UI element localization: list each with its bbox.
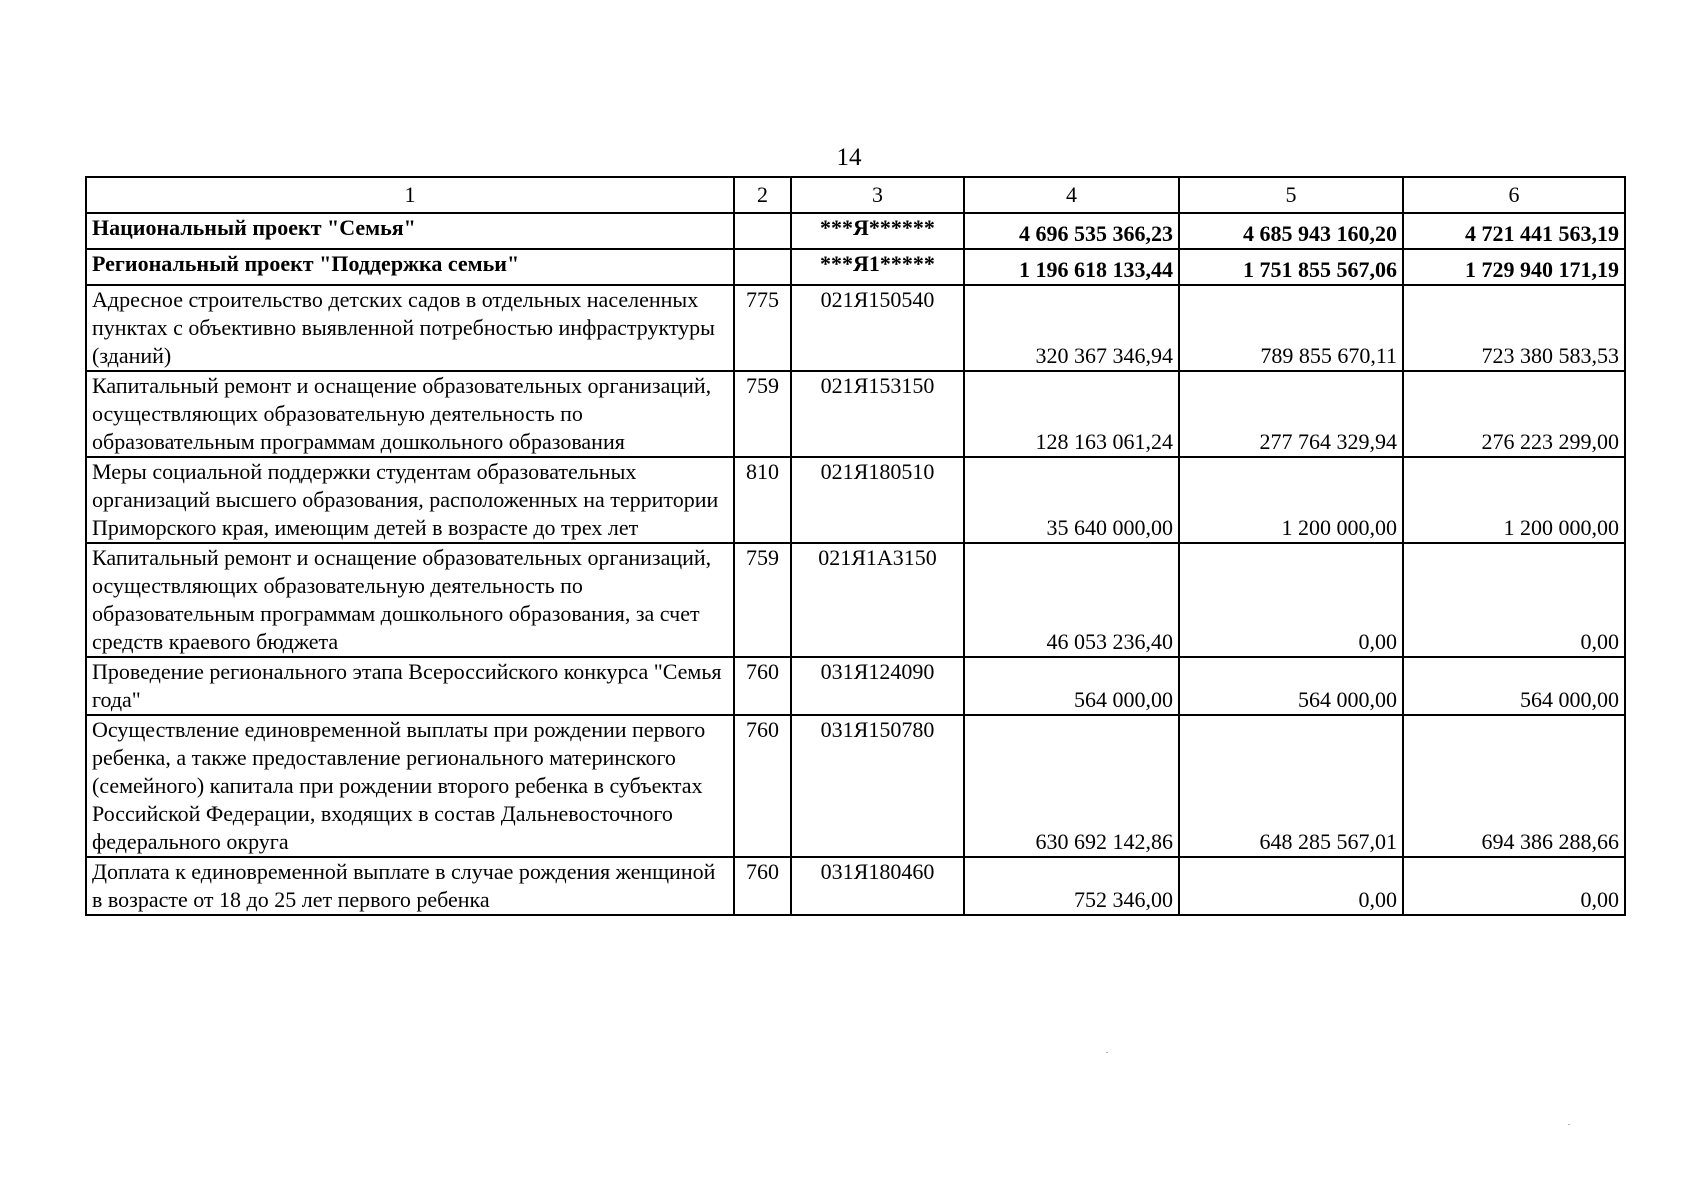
row-value-year-1: 4 696 535 366,23 [964,213,1179,249]
row-value-year-3: 694 386 288,66 [1403,715,1625,857]
row-code: 775 [734,285,791,371]
column-header: 3 [791,177,964,213]
row-name: Национальный проект "Семья" [86,213,734,249]
row-code: 760 [734,857,791,915]
table-row [86,371,1625,457]
row-value-year-2: 564 000,00 [1179,657,1403,715]
column-header: 2 [734,177,791,213]
row-value-year-2: 4 685 943 160,20 [1179,213,1403,249]
table-summary-row [86,213,1625,249]
row-target-code: 021Я1А3150 [791,543,964,657]
row-name: Меры социальной поддержки студентам образовательных организаций высшего образования, расположенных на территории Приморского края, имеющим детей в возрасте до трех лет [86,457,734,543]
table-row [86,285,1625,371]
row-name: Капитальный ремонт и оснащение образовательных организаций, осуществляющих образовательную деятельность по образовательным программам дошкольного образования, за счет средств краевого бюджета [86,543,734,657]
row-value-year-1: 564 000,00 [964,657,1179,715]
table-body [86,177,1625,915]
row-value-year-3: 1 729 940 171,19 [1403,249,1625,285]
table-row [86,657,1625,715]
row-target-code: 021Я150540 [791,285,964,371]
row-name: Проведение регионального этапа Всероссийского конкурса "Семья года" [86,657,734,715]
row-code: 760 [734,715,791,857]
row-value-year-1: 752 346,00 [964,857,1179,915]
row-value-year-3: 0,00 [1403,857,1625,915]
page-number: 14 [836,144,862,171]
column-header: 1 [86,177,734,213]
row-name: Капитальный ремонт и оснащение образовательных организаций, осуществляющих образовательную деятельность по образовательным программам дошкольного образования [86,371,734,457]
row-value-year-2: 1 200 000,00 [1179,457,1403,543]
table-row [86,857,1625,915]
row-value-year-2: 1 751 855 567,06 [1179,249,1403,285]
row-value-year-3: 4 721 441 563,19 [1403,213,1625,249]
row-value-year-3: 564 000,00 [1403,657,1625,715]
row-name: Региональный проект "Поддержка семьи" [86,249,734,285]
row-target-code: ***Я1***** [791,249,964,285]
row-value-year-2: 277 764 329,94 [1179,371,1403,457]
row-value-year-2: 789 855 670,11 [1179,285,1403,371]
row-name: Адресное строительство детских садов в отдельных населенных пунктах с объективно выявленной потребностью инфраструктуры (зданий) [86,285,734,371]
row-target-code: 021Я180510 [791,457,964,543]
row-value-year-1: 35 640 000,00 [964,457,1179,543]
row-code: 759 [734,371,791,457]
budget-table [85,176,1626,916]
row-target-code: 031Я124090 [791,657,964,715]
column-header: 4 [964,177,1179,213]
table-header-row [86,177,1625,213]
row-code: 759 [734,543,791,657]
row-code: 810 [734,457,791,543]
row-value-year-3: 1 200 000,00 [1403,457,1625,543]
row-value-year-1: 1 196 618 133,44 [964,249,1179,285]
row-value-year-1: 630 692 142,86 [964,715,1179,857]
row-target-code: ***Я****** [791,213,964,249]
column-header: 5 [1179,177,1403,213]
row-name: Доплата к единовременной выплате в случае рождения женщиной в возрасте от 18 до 25 лет первого ребенка [86,857,734,915]
table-summary-row [86,249,1625,285]
row-target-code: 031Я180460 [791,857,964,915]
column-header: 6 [1403,177,1625,213]
row-code: 760 [734,657,791,715]
row-value-year-2: 648 285 567,01 [1179,715,1403,857]
scan-speck [1568,1124,1570,1125]
row-target-code: 031Я150780 [791,715,964,857]
row-code [734,213,791,249]
row-value-year-3: 0,00 [1403,543,1625,657]
row-value-year-3: 276 223 299,00 [1403,371,1625,457]
table-row [86,543,1625,657]
row-value-year-2: 0,00 [1179,857,1403,915]
row-value-year-2: 0,00 [1179,543,1403,657]
scan-speck [1106,1052,1108,1053]
row-value-year-1: 128 163 061,24 [964,371,1179,457]
table-row [86,715,1625,857]
row-target-code: 021Я153150 [791,371,964,457]
table-row [86,457,1625,543]
row-value-year-1: 46 053 236,40 [964,543,1179,657]
row-value-year-1: 320 367 346,94 [964,285,1179,371]
row-name: Осуществление единовременной выплаты при рождении первого ребенка, а также предоставление регионального материнского (семейного) капитала при рождении второго ребенка в субъектах Российской Федерации, входящих в состав Дальневосточного федерального округа [86,715,734,857]
row-value-year-3: 723 380 583,53 [1403,285,1625,371]
row-code [734,249,791,285]
